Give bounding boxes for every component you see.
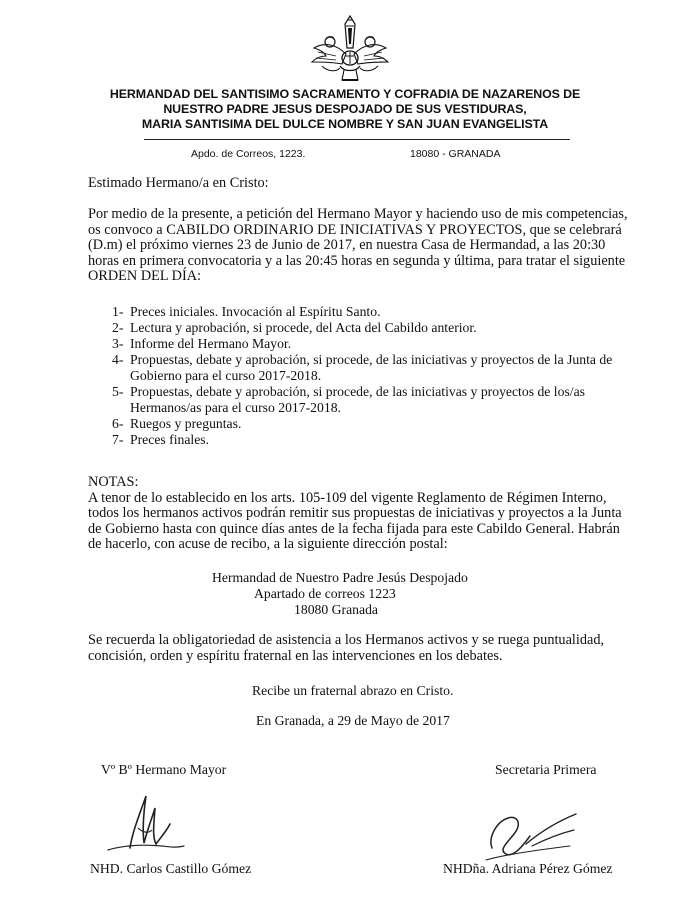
agenda-item: 5- Propuestas, debate y aprobación, si procede, de las iniciativas y proyectos de los/as Hermanos/as para el curso 2017-2018. (112, 384, 585, 415)
right-signatory-name: NHDña. Adriana Pérez Gómez (443, 861, 613, 876)
reminder-paragraph: Se recuerda la obligatoriedad de asistencia a los Hermanos activos y se ruega puntualidad, concisión, orden y espíritu fraternal en las intervenciones en los debates. (88, 632, 605, 664)
agenda-item: 2- Lectura y aprobación, si procede, del Acta del Cabildo anterior. (112, 320, 477, 335)
brotherhood-crest-logo (306, 14, 394, 86)
left-signatory-name: NHD. Carlos Castillo Gómez (90, 861, 252, 876)
heading-line: NUESTRO PADRE JESUS DESPOJADO DE SUS VESTIDURAS, (163, 102, 527, 117)
brotherhood-name-heading (88, 87, 602, 133)
heading-line: MARIA SANTISIMA DEL DULCE NOMBRE Y SAN JUAN EVANGELISTA (141, 117, 549, 132)
agenda-item: 6- Ruegos y preguntas. (112, 416, 242, 431)
agenda-list (112, 304, 618, 448)
agenda-item: 4- Propuestas, debate y aprobación, si procede, de las iniciativas y proyectos de la Junta de Gobierno para el curso 2017-2018. (112, 352, 613, 383)
postal-address-line-2: Apartado de correos 1223 (254, 586, 396, 601)
header-divider (144, 139, 570, 140)
closing-line: Recibe un fraternal abrazo en Cristo. (252, 683, 454, 698)
notes-section: NOTAS: A tenor de lo establecido en los arts. 105-109 del vigente Reglamento de Régimen Interno, todos los hermanos activos podrán remitir sus propuestas de iniciativas y proyectos a la Junta de Gobierno hasta con quince días antes de la fecha fijada para este Cabildo General. Habrán de hacerlo, con acuse de recibo, a la siguiente dirección postal: (88, 474, 622, 552)
postal-address-line-3: 18080 Granada (294, 602, 378, 617)
agenda-item: 3- Informe del Hermano Mayor. (112, 336, 292, 351)
intro-paragraph: Por medio de la presente, a petición del Hermano Mayor y haciendo uso de mis competencias, os convoco a CABILDO ORDINARIO DE INICIATIVAS Y PROYECTOS, que se celebrará (D.m) el próximo viernes 23 de Junio de 2017, en nuestra Casa de Hermandad, a las 20:30 horas en primera convocatoria y a las 20:45 horas en segunda y última, para tratar el siguiente ORDEN DEL DÍA: (88, 206, 628, 284)
po-box-text: Apdo. de Correos, 1223. (191, 148, 306, 160)
postal-address-line-1: Hermandad de Nuestro Padre Jesús Despojado (212, 570, 468, 585)
right-handwritten-signature (478, 800, 588, 866)
notes-heading: NOTAS: (88, 474, 139, 490)
agenda-item: 1- Preces iniciales. Invocación al Espíritu Santo. (112, 304, 381, 319)
postal-city-text: 18080 - GRANADA (410, 148, 501, 160)
place-date-line: En Granada, a 29 de Mayo de 2017 (256, 713, 450, 728)
left-handwritten-signature (100, 788, 190, 858)
left-signatory-role: Vº Bº Hermano Mayor (101, 762, 227, 777)
greeting: Estimado Hermano/a en Cristo: (88, 175, 269, 191)
right-signatory-role: Secretaria Primera (495, 762, 597, 777)
heading-line: HERMANDAD DEL SANTISIMO SACRAMENTO Y COFRADIA DE NAZARENOS DE (109, 87, 581, 101)
agenda-item: 7- Preces finales. (112, 432, 210, 447)
